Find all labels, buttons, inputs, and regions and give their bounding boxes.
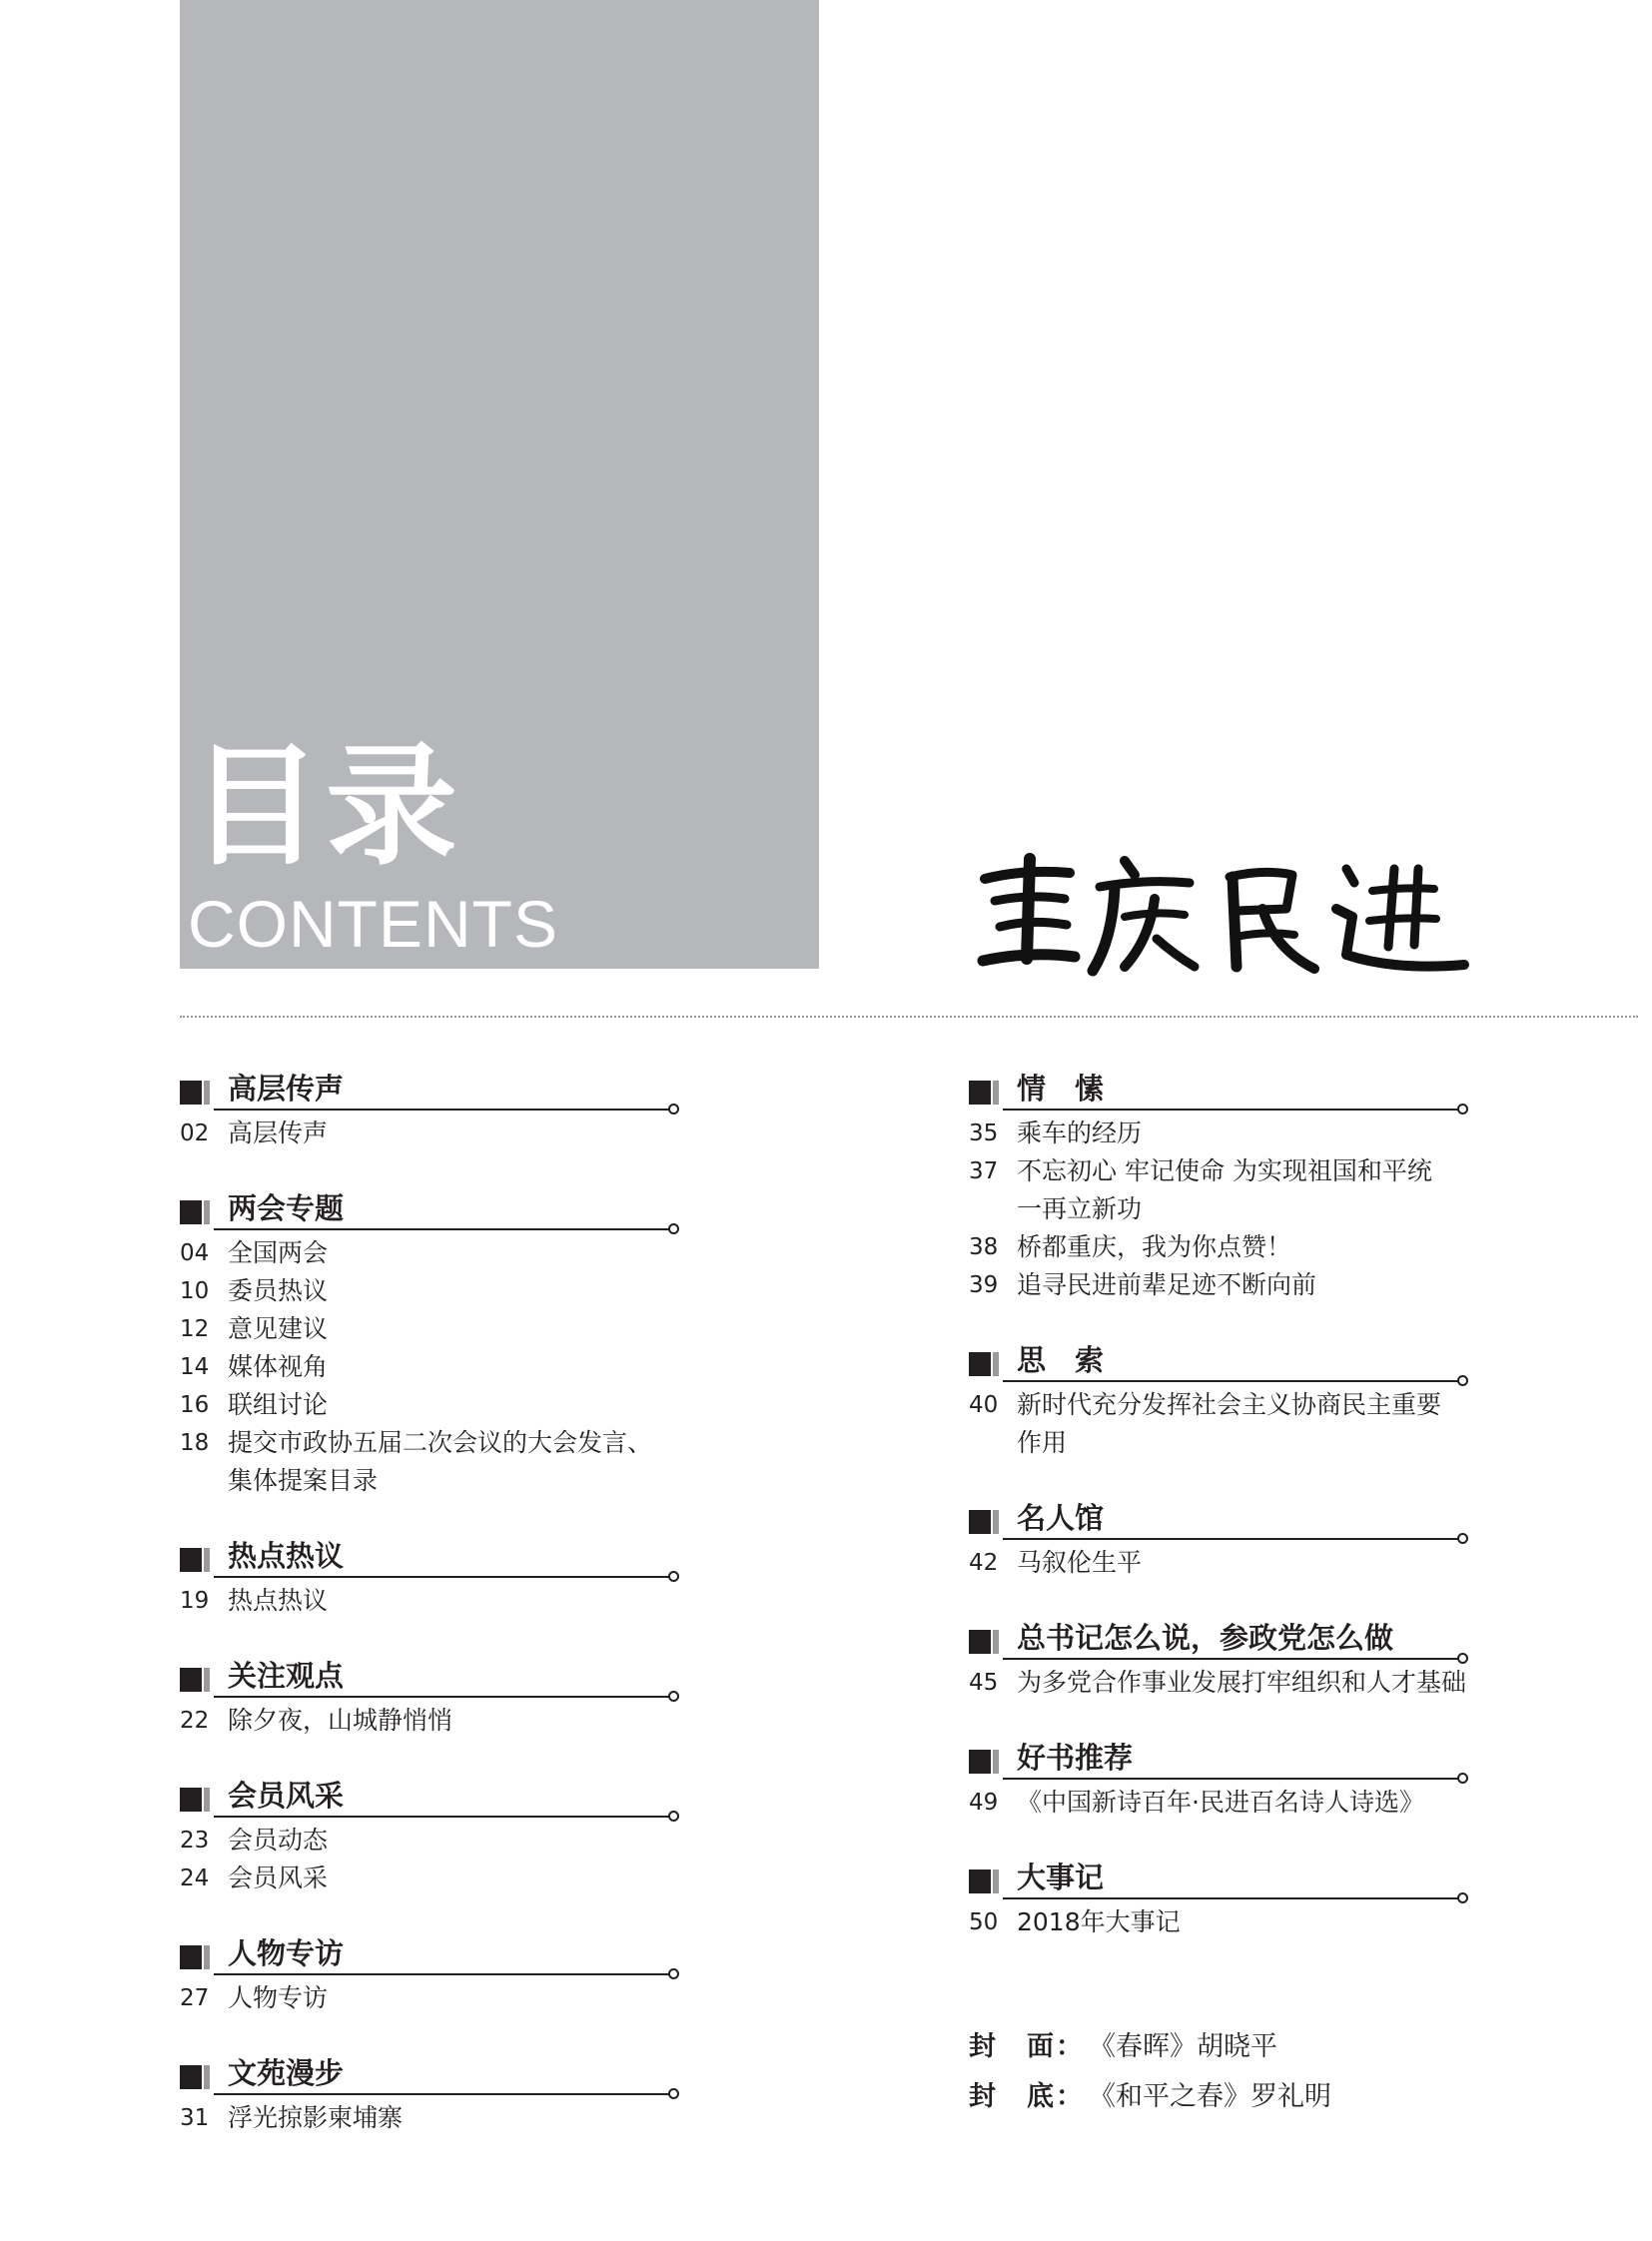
page-number: 10 [180,1278,210,1304]
section-heading: 大事记 [1017,1861,1105,1894]
toc-section [969,1498,1468,1582]
section-header [969,1340,1468,1386]
section-header [180,1933,679,1979]
section-marker-icon [180,1945,202,1969]
page-number: 45 [969,1670,999,1696]
entry-title: 全国两会 [228,1238,329,1267]
toc-entry[interactable] [969,1784,1468,1822]
toc-section [180,1776,679,1897]
rule-end-dot-icon [1457,1104,1468,1115]
credit-label: 封 面： [969,2031,1085,2062]
section-marker-icon [969,1869,991,1893]
rule-end-dot-icon [1457,1653,1468,1664]
page-number: 39 [969,1272,999,1298]
section-heading: 思 索 [1017,1343,1105,1377]
section-marker-accent [204,1668,210,1692]
page-number: 04 [180,1240,210,1266]
section-heading: 名人馆 [1017,1501,1105,1535]
entry-title: 新时代充分发挥社会主义协商民主重要作用 [1017,1390,1442,1457]
credit-value: 《和平之春》罗礼明 [1089,2081,1331,2112]
entry-title: 不忘初心 牢记使命 为实现祖国和平统一再立新功 [1017,1156,1432,1223]
page-number: 42 [969,1550,999,1576]
section-marker-icon [180,1668,202,1692]
credit-label: 封 底： [969,2081,1085,2112]
section-rule [1003,1778,1458,1780]
toc-entry[interactable] [180,1386,679,1424]
section-heading: 情 愫 [1017,1072,1105,1106]
rule-end-dot-icon [668,1811,679,1822]
section-marker-accent [204,1081,210,1105]
page-number: 18 [180,1430,210,1456]
entry-title: 会员动态 [228,1826,329,1855]
rule-end-dot-icon [668,1223,679,1234]
brand-calligraphy-logo [975,839,1474,989]
page-title: 目录 [190,729,461,884]
section-rule [214,1228,669,1230]
toc-entry[interactable] [969,1115,1468,1152]
section-header [180,1188,679,1234]
section-heading: 总书记怎么说，参政党怎么做 [1017,1621,1394,1655]
entry-title: 意见建议 [228,1314,329,1343]
entry-title: 浮光掠影柬埔寨 [228,2103,404,2132]
section-marker-accent [993,1081,999,1105]
section-heading: 好书推荐 [1017,1741,1134,1775]
entry-title: 提交市政协五届二次会议的大会发言、集体提案目录 [228,1428,653,1495]
rule-end-dot-icon [1457,1375,1468,1386]
section-marker-icon [180,2065,202,2089]
section-marker-icon [969,1352,991,1376]
page-number: 40 [969,1392,999,1418]
section-marker-icon [969,1750,991,1774]
section-header [969,1498,1468,1544]
page-number: 49 [969,1790,999,1816]
section-marker-accent [993,1510,999,1534]
toc-entry[interactable] [180,1234,679,1272]
section-header [969,1858,1468,1903]
section-marker-icon [180,1788,202,1812]
toc-section [180,1536,679,1620]
toc-section [969,1340,1468,1462]
toc-section [180,1069,679,1152]
section-header [180,1656,679,1702]
entry-title: 联组讨论 [228,1390,329,1419]
toc-entry[interactable] [969,1152,1456,1228]
page-number: 22 [180,1708,210,1734]
section-marker-accent [993,1630,999,1654]
section-rule [1003,1658,1458,1660]
page-subtitle: CONTENTS [188,887,558,961]
toc-section [969,1738,1468,1822]
page-number: 35 [969,1120,999,1146]
section-rule [214,1816,669,1818]
entry-title: 媒体视角 [228,1352,329,1381]
toc-entry[interactable] [180,1979,679,2017]
toc-section [180,1933,679,2017]
entry-title: 高层传声 [228,1119,329,1147]
section-header [180,2053,679,2099]
rule-end-dot-icon [1457,1773,1468,1784]
section-marker-accent [204,2065,210,2089]
toc-entry[interactable] [180,2099,679,2137]
page-number: 02 [180,1120,210,1146]
page-number: 12 [180,1316,210,1342]
toc-entry[interactable] [969,1266,1468,1304]
page-number: 23 [180,1828,210,1854]
toc-section [180,1656,679,1740]
section-heading: 会员风采 [228,1779,345,1813]
entry-title: 除夕夜，山城静悄悄 [228,1706,453,1735]
entry-title: 追寻民进前辈足迹不断向前 [1017,1270,1317,1299]
section-marker-icon [969,1081,991,1105]
toc-entry[interactable] [969,1664,1468,1702]
entry-title: 乘车的经历 [1017,1119,1143,1147]
section-marker-accent [204,1548,210,1572]
page-number: 19 [180,1588,210,1614]
section-heading: 关注观点 [228,1659,345,1693]
toc-section [969,1858,1468,1941]
rule-end-dot-icon [668,1691,679,1702]
section-rule [1003,1109,1458,1111]
entry-title: 人物专访 [228,1983,329,2012]
page-number: 50 [969,1909,999,1935]
page-number: 37 [969,1158,999,1184]
section-marker-accent [993,1869,999,1893]
section-marker-icon [180,1200,202,1224]
entry-title: 委员热议 [228,1276,329,1305]
section-header [180,1536,679,1582]
toc-entry[interactable] [969,1544,1468,1582]
toc-section [180,1188,679,1500]
section-heading: 人物专访 [228,1936,345,1970]
section-heading: 热点热议 [228,1539,345,1573]
section-marker-icon [180,1081,202,1105]
section-rule [214,1696,669,1698]
page-number: 38 [969,1234,999,1260]
toc-entry[interactable] [180,1348,679,1386]
rule-end-dot-icon [668,2088,679,2099]
section-rule [1003,1897,1458,1899]
toc-entry[interactable] [180,1310,679,1348]
toc-left-column [180,1069,679,2137]
cover-credit [969,2027,1277,2067]
section-marker-icon [180,1548,202,1572]
toc-entry[interactable] [180,1822,679,1860]
section-rule [1003,1380,1458,1382]
toc-entry[interactable] [180,1582,679,1620]
section-heading: 两会专题 [228,1191,345,1225]
section-header [180,1069,679,1115]
toc-entry[interactable] [180,1702,679,1740]
section-marker-accent [204,1200,210,1224]
rule-end-dot-icon [1457,1533,1468,1544]
section-marker-accent [993,1750,999,1774]
toc-entry[interactable] [969,1228,1468,1266]
section-marker-icon [969,1510,991,1534]
rule-end-dot-icon [1457,1892,1468,1903]
entry-title: 马叙伦生平 [1017,1548,1143,1577]
toc-entry[interactable] [969,1903,1468,1941]
toc-entry[interactable] [180,1272,679,1310]
section-heading: 高层传声 [228,1072,345,1106]
toc-entry[interactable] [969,1386,1456,1462]
section-marker-accent [204,1788,210,1812]
rule-end-dot-icon [668,1968,679,1979]
toc-section [180,2053,679,2137]
entry-title: 2018年大事记 [1017,1907,1181,1936]
section-header [969,1618,1468,1664]
toc-entry[interactable] [180,1115,679,1152]
toc-entry[interactable] [180,1424,657,1500]
entry-title: 热点热议 [228,1586,329,1615]
section-rule [214,1109,669,1111]
page-number: 24 [180,1866,210,1891]
section-marker-icon [969,1630,991,1654]
page-number: 14 [180,1354,210,1380]
section-rule [1003,1538,1458,1540]
section-header [969,1738,1468,1784]
page-number: 31 [180,2105,210,2131]
section-marker-accent [204,1945,210,1969]
section-rule [214,2093,669,2095]
entry-title: 为多党合作事业发展打牢组织和人才基础 [1017,1668,1467,1697]
entry-title: 桥都重庆，我为你点赞！ [1017,1232,1292,1261]
credit-value: 《春晖》胡晓平 [1089,2031,1277,2062]
toc-section [969,1618,1468,1702]
section-rule [214,1576,669,1578]
section-header [180,1776,679,1822]
toc-section [969,1069,1468,1304]
rule-end-dot-icon [668,1571,679,1582]
section-divider [180,1016,1638,1018]
toc-entry[interactable] [180,1860,679,1897]
entry-title: 《中国新诗百年·民进百名诗人诗选》 [1017,1788,1424,1817]
section-marker-accent [993,1352,999,1376]
entry-title: 会员风采 [228,1864,329,1892]
toc-right-column [969,1069,1468,1941]
page-number: 16 [180,1392,210,1418]
section-rule [214,1973,669,1975]
back-cover-credit [969,2077,1331,2117]
rule-end-dot-icon [668,1104,679,1115]
section-header [969,1069,1468,1115]
section-heading: 文苑漫步 [228,2056,345,2090]
page-number: 27 [180,1985,210,2011]
